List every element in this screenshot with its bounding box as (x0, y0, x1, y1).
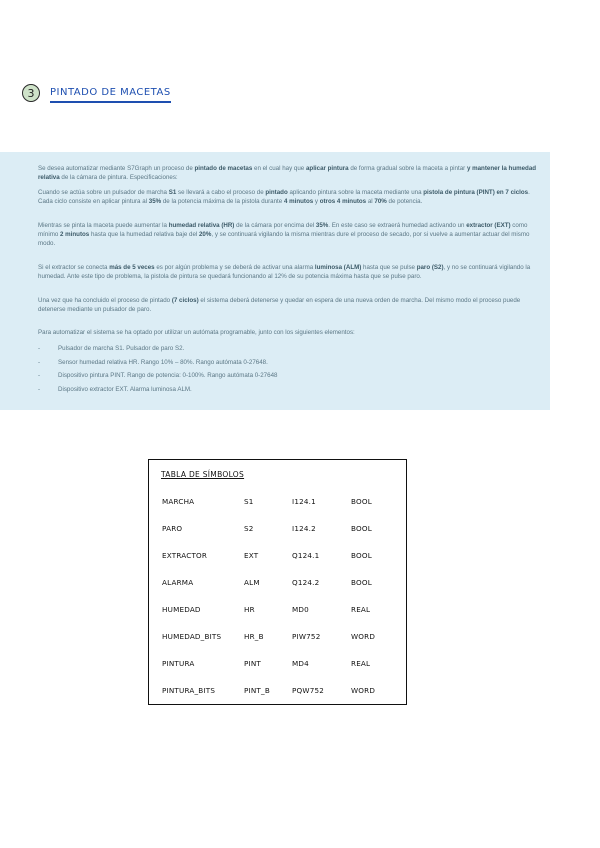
symbol-address: Q124.1 (292, 551, 320, 560)
section-title: PINTADO DE MACETAS (50, 86, 171, 98)
symbol-address: I124.2 (292, 524, 316, 533)
statement-paragraph-3 (38, 221, 540, 249)
symbol-name: EXTRACTOR (162, 551, 208, 560)
text: Mientras se pinta la maceta puede aumentar la (38, 221, 169, 229)
symbol-table-sheet (148, 459, 407, 705)
problem-statement (0, 152, 550, 410)
symbol-id: S1 (244, 497, 254, 506)
text: como mínimo (38, 221, 528, 239)
text: Se desea automatizar mediante S7Graph un proceso de (38, 165, 195, 172)
text: , y se continuará vigilando la misma mientras dure el proceso de secado, por si vuelve a aumentar actuar del mismo modo. (38, 231, 530, 248)
statement-paragraph-5 (38, 296, 540, 315)
bold-text: luminosa (ALM) (314, 263, 362, 271)
text: . Cada ciclo consiste en aplicar pintura al (38, 188, 530, 206)
bold-text: otros 4 minutos (319, 198, 367, 206)
bold-text: aplicar pintura (305, 165, 349, 172)
symbol-id: ALM (244, 578, 260, 587)
text: es por algún problema y se deberá de activar una alarma (154, 263, 315, 271)
symbol-address: MD4 (292, 659, 309, 668)
text: de potencia. (386, 198, 423, 206)
list-item: - Pulsador de marcha S1. Pulsador de paro S2. (38, 344, 540, 353)
list-item: - Dispositivo extractor EXT. Alarma luminosa ALM. (38, 385, 540, 394)
symbol-name: MARCHA (162, 497, 195, 506)
symbol-type: WORD (351, 632, 376, 641)
text: , y no se continuará vigilando la humedad. Ante este tipo de problema, la pistola de pintura se quedará funcionando al 12% de su potencia máxima hasta que se pulse paro. (38, 263, 531, 281)
bold-text: 70% (374, 198, 387, 206)
bold-text: (7 ciclos) (171, 296, 199, 304)
symbol-name: PARO (162, 524, 183, 533)
text: se llevará a cabo el proceso de (176, 188, 266, 196)
bold-text: 20% (198, 231, 212, 239)
text: hasta que la humedad relativa baje del (89, 231, 199, 239)
bold-text: 35% (148, 198, 162, 206)
symbol-address: PIW752 (292, 632, 321, 641)
bold-text: más de 5 veces (109, 263, 155, 271)
symbol-type: REAL (351, 659, 371, 668)
text: y (313, 198, 320, 206)
bold-text: pintado de macetas (194, 165, 253, 172)
symbol-id: HR (244, 605, 255, 614)
bold-text: 4 minutos (283, 198, 314, 206)
symbol-type: BOOL (351, 524, 372, 533)
section-number: 3 (22, 84, 40, 102)
text: de forma gradual sobre la maceta a pintar (348, 165, 467, 172)
bold-text: 35% (315, 221, 329, 229)
text: de la cámara de pintura. Especificaciones: (59, 174, 178, 182)
symbol-table-title: TABLA DE SÍMBOLOS (161, 470, 245, 479)
symbol-address: MD0 (292, 605, 309, 614)
symbol-id: HR_B (244, 632, 264, 641)
symbol-name: PINTURA (162, 659, 195, 668)
text: Si el extractor se conecta (38, 263, 110, 271)
text: hasta que se pulse (361, 263, 417, 271)
bold-text: paro (S2) (416, 263, 444, 271)
symbol-address: Q124.2 (292, 578, 320, 587)
text: Cuando se actúa sobre un pulsador de marcha (38, 188, 169, 196)
symbol-address: I124.1 (292, 497, 316, 506)
table-row (149, 659, 406, 671)
section-header (22, 84, 171, 102)
text: aplicando pintura sobre la maceta mediante una (287, 188, 424, 196)
text: el sistema deberá detenerse y quedar en espera de una nueva orden de marcha. Del mismo modo el proceso puede detenerse mediante un pulsador de paro. (38, 296, 521, 314)
elements-list (38, 344, 540, 395)
statement-paragraph-1 (38, 164, 540, 183)
symbol-id: S2 (244, 524, 254, 533)
bold-text: y mantener la humedad relativa (38, 165, 537, 182)
symbol-type: BOOL (351, 551, 372, 560)
symbol-id: EXT (244, 551, 259, 560)
table-row (149, 524, 406, 536)
symbol-type: BOOL (351, 497, 372, 506)
table-row (149, 686, 406, 698)
symbol-name: HUMEDAD_BITS (162, 632, 222, 641)
table-row (149, 551, 406, 563)
text: de la potencia máxima de la pistola durante (161, 198, 284, 206)
text: al (366, 198, 375, 206)
text: Una vez que ha concluido el proceso de pintado (38, 296, 172, 304)
statement-paragraph-6: Para automatizar el sistema se ha optado por utilizar un autómata programable, junto con los siguientes elementos: (38, 329, 355, 337)
symbol-type: BOOL (351, 578, 372, 587)
bold-text: 2 minutos (60, 231, 90, 239)
list-item: - Sensor humedad relativa HR. Rango 10% – 80%. Rango autómata 0-27648. (38, 358, 540, 367)
table-row (149, 632, 406, 644)
symbol-type: WORD (351, 686, 376, 695)
table-row (149, 578, 406, 590)
bold-text: extractor (EXT) (466, 221, 511, 229)
bold-text: S1 (168, 188, 177, 196)
symbol-name: HUMEDAD (162, 605, 201, 614)
list-item: - Dispositivo pintura PINT. Rango de potencia: 0-100%. Rango autómata 0-27648 (38, 371, 540, 380)
text: . En este caso se extraerá humedad activando un (328, 221, 467, 229)
text: de la cámara por encima del (234, 221, 316, 229)
symbol-name: PINTURA_BITS (162, 686, 216, 695)
table-row (149, 605, 406, 617)
bold-text: pintado (265, 188, 288, 196)
bold-text: pistola de pintura (PINT) en 7 ciclos (423, 188, 529, 196)
statement-paragraph-4 (38, 263, 540, 282)
symbol-address: PQW752 (292, 686, 325, 695)
bold-text: humedad relativa (HR) (168, 221, 235, 229)
statement-paragraph-2 (38, 188, 540, 207)
symbol-id: PINT_B (244, 686, 270, 695)
symbol-name: ALARMA (162, 578, 194, 587)
symbol-id: PINT (244, 659, 262, 668)
text: en el cual hay que (252, 165, 306, 172)
table-row (149, 497, 406, 509)
symbol-type: REAL (351, 605, 371, 614)
